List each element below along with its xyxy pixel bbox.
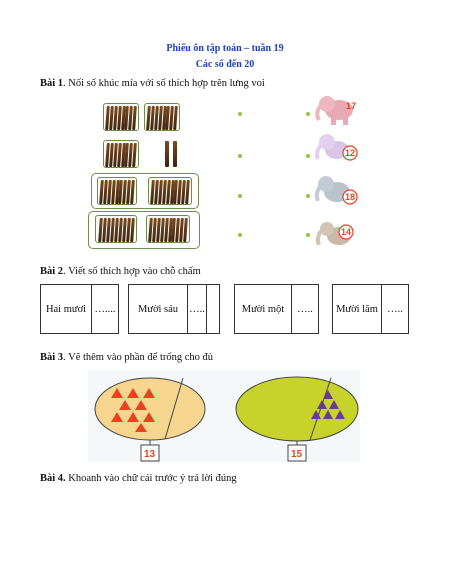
exercise-2-text: . Viết số thích hợp vào chỗ chấm: [63, 266, 201, 277]
match-dot[interactable]: [238, 233, 242, 237]
elephant-number: 17: [346, 101, 357, 111]
exercise-2-heading: [40, 266, 201, 277]
sugarcane-bundle: [146, 215, 190, 243]
page-title: Phiếu ôn tập toán – tuần 19: [166, 43, 284, 54]
oval-figure-left: [90, 370, 210, 462]
sugarcane-bundle: [95, 215, 137, 243]
sugarcane-bundle: [103, 103, 139, 131]
elephant-number: 14: [341, 227, 352, 237]
number-blank-cell[interactable]: …..: [291, 284, 319, 334]
elephant-icon: [313, 131, 359, 165]
elephant-icon: [313, 173, 359, 207]
elephant-icon: [313, 92, 359, 126]
exercise-4-heading: [40, 473, 237, 484]
match-dot[interactable]: [306, 154, 310, 158]
match-dot[interactable]: [306, 112, 310, 116]
exercise-1-heading: [40, 78, 265, 89]
elephant-number: 12: [345, 148, 356, 158]
number-word-cell: Mười sáu: [128, 284, 188, 334]
sugarcane-bundle: [144, 103, 180, 131]
sugarcane-bundle: [103, 140, 139, 168]
exercise-4-text: Khoanh vào chữ cái trước ý trả lời đúng: [65, 473, 237, 484]
match-dot[interactable]: [306, 194, 310, 198]
sugarcane-stick: [130, 180, 135, 204]
match-dot[interactable]: [306, 233, 310, 237]
sugarcane-bundle: [97, 177, 137, 205]
oval-number: 13: [144, 449, 156, 460]
oval-figure-right: [234, 370, 360, 462]
sugarcane-stick: [183, 218, 188, 242]
number-blank-cell[interactable]: …..: [187, 284, 207, 334]
number-blank-cell[interactable]: …..: [381, 284, 409, 334]
exercise-2-label: Bài 2: [40, 266, 64, 277]
oval-number: 15: [291, 449, 303, 460]
match-dot[interactable]: [238, 112, 242, 116]
sugarcane-stick: [132, 106, 137, 130]
exercise-3-heading: [40, 352, 213, 363]
exercise-1-text: . Nối số khúc mía với số thích hợp trên lưng voi: [63, 78, 265, 89]
match-dot[interactable]: [238, 194, 242, 198]
sugarcane-stick: [185, 180, 190, 204]
match-dot[interactable]: [238, 154, 242, 158]
sugarcane-stick: [132, 143, 137, 167]
sugarcane-stick: [173, 106, 178, 130]
exercise-4-label: Bài 4.: [40, 473, 66, 484]
sugarcane-single: [173, 141, 177, 167]
number-word-cell: Mười một: [234, 284, 292, 334]
elephant-number: 18: [345, 192, 356, 202]
number-word-cell: Hai mươi: [40, 284, 92, 334]
elephant-icon: [313, 216, 359, 250]
sugarcane-bundle: [148, 177, 192, 205]
sugarcane-single: [165, 141, 169, 167]
exercise-3-label: Bài 3: [40, 352, 64, 363]
number-word-cell: Mười lăm: [332, 284, 382, 334]
exercise-1-label: Bài 1: [40, 78, 64, 89]
number-empty-cell: [206, 284, 220, 334]
number-blank-cell[interactable]: …....: [91, 284, 119, 334]
exercise-3-text: . Vẽ thêm vào phần để trống cho đủ: [63, 352, 214, 363]
page-subtitle: Các số đến 20: [195, 59, 255, 70]
